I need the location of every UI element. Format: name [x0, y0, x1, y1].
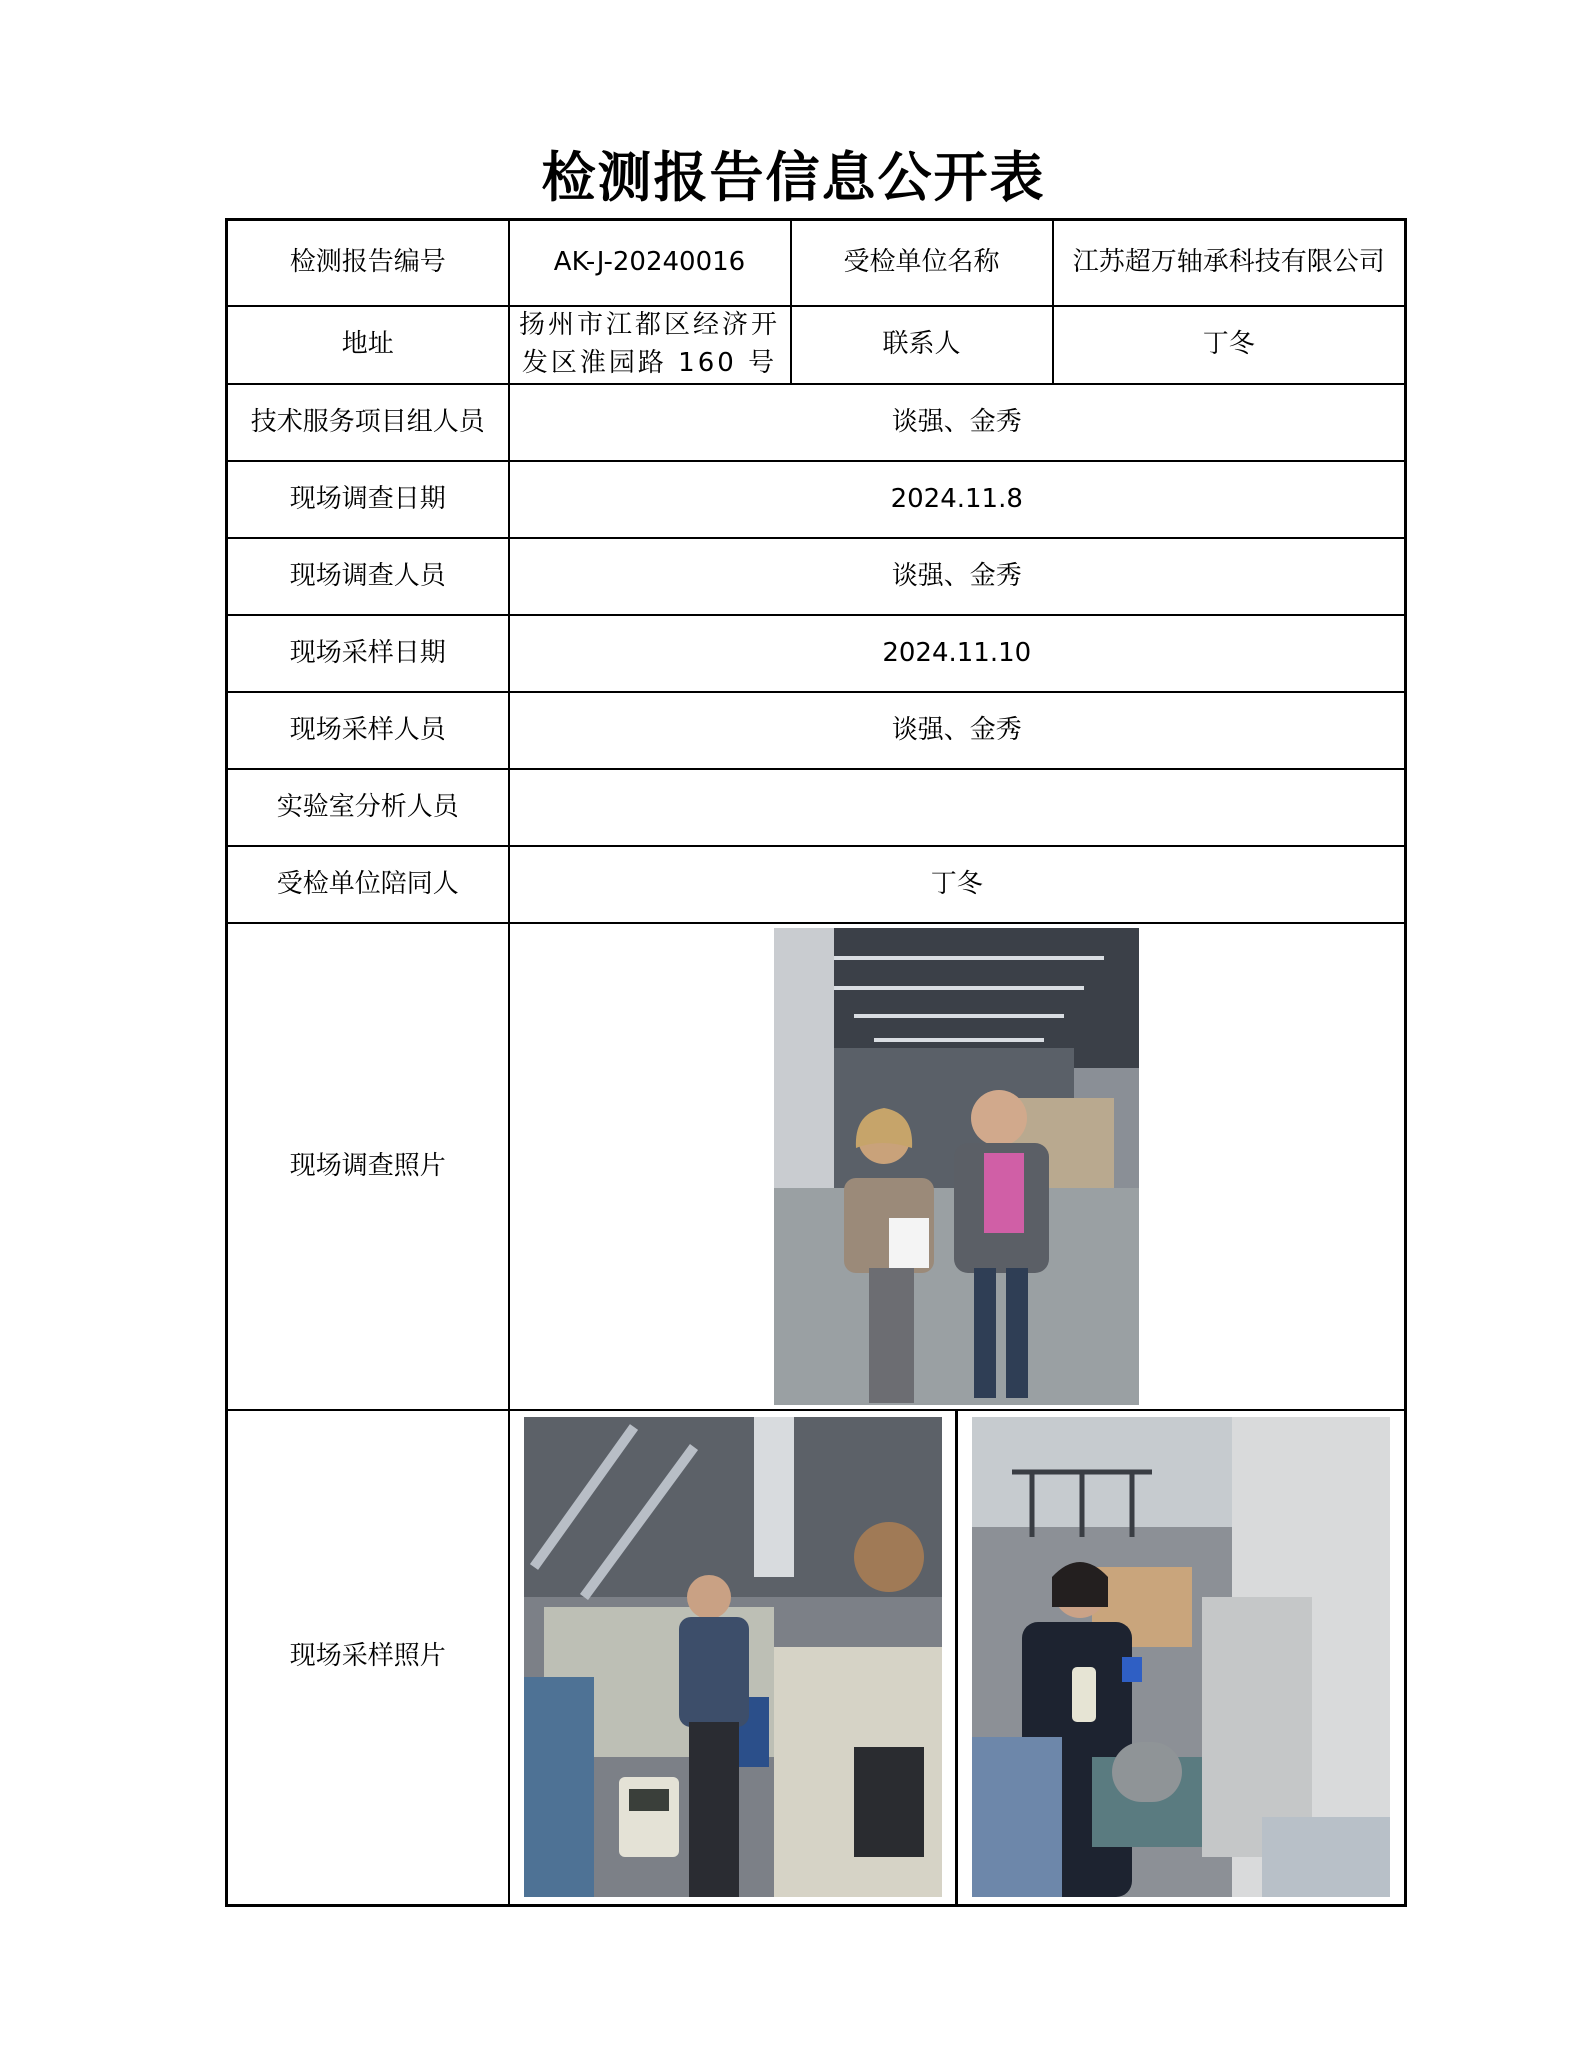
- page-title: 检测报告信息公开表: [541, 145, 1046, 209]
- unit-name-value: 江苏超万轴承科技有限公司: [1053, 220, 1406, 307]
- lab-staff-label: 实验室分析人员: [227, 769, 509, 846]
- row-lab-staff: [227, 769, 1406, 846]
- survey-photo-cell: [509, 923, 1406, 1410]
- escort-value: 丁冬: [509, 846, 1406, 923]
- survey-staff-label: 现场调查人员: [227, 538, 509, 615]
- survey-date-label: 现场调查日期: [227, 461, 509, 538]
- sampling-staff-value: 谈强、金秀: [509, 692, 1406, 769]
- report-no-value: AK-J-20240016: [509, 220, 791, 307]
- unit-name-label: 受检单位名称: [791, 220, 1053, 307]
- contact-label: 联系人: [791, 306, 1053, 384]
- sampling-date-value: 2024.11.10: [509, 615, 1406, 692]
- team-value: 谈强、金秀: [509, 384, 1406, 461]
- team-label: 技术服务项目组人员: [227, 384, 509, 461]
- row-sampling-staff: [227, 692, 1406, 769]
- row-survey-date: [227, 461, 1406, 538]
- row-survey-photo: [227, 923, 1406, 1410]
- sampling-photos: [510, 1417, 1405, 1897]
- survey-photo: [774, 928, 1139, 1405]
- contact-value: 丁冬: [1053, 306, 1406, 384]
- sampling-photo-left: [524, 1417, 942, 1897]
- row-address: [227, 306, 1406, 384]
- escort-label: 受检单位陪同人: [227, 846, 509, 923]
- row-survey-staff: [227, 538, 1406, 615]
- survey-photo-label: 现场调查照片: [227, 923, 509, 1410]
- lab-staff-value: [509, 769, 1406, 846]
- sampling-photo-cell: [509, 1410, 1406, 1905]
- row-team: [227, 384, 1406, 461]
- survey-date-value: 2024.11.8: [509, 461, 1406, 538]
- report-table: [225, 218, 1407, 1907]
- sampling-photo-label: 现场采样照片: [227, 1410, 509, 1905]
- sampling-staff-label: 现场采样人员: [227, 692, 509, 769]
- survey-staff-value: 谈强、金秀: [509, 538, 1406, 615]
- photo-separator: [955, 1409, 958, 1905]
- address-value: 扬州市江都区经济开发区淮园路 160 号: [509, 306, 791, 384]
- address-label: 地址: [227, 306, 509, 384]
- sampling-date-label: 现场采样日期: [227, 615, 509, 692]
- row-report-no: [227, 220, 1406, 307]
- row-sampling-date: [227, 615, 1406, 692]
- sampling-photo-right: [972, 1417, 1390, 1897]
- report-no-label: 检测报告编号: [227, 220, 509, 307]
- row-sampling-photo: [227, 1410, 1406, 1905]
- row-escort: [227, 846, 1406, 923]
